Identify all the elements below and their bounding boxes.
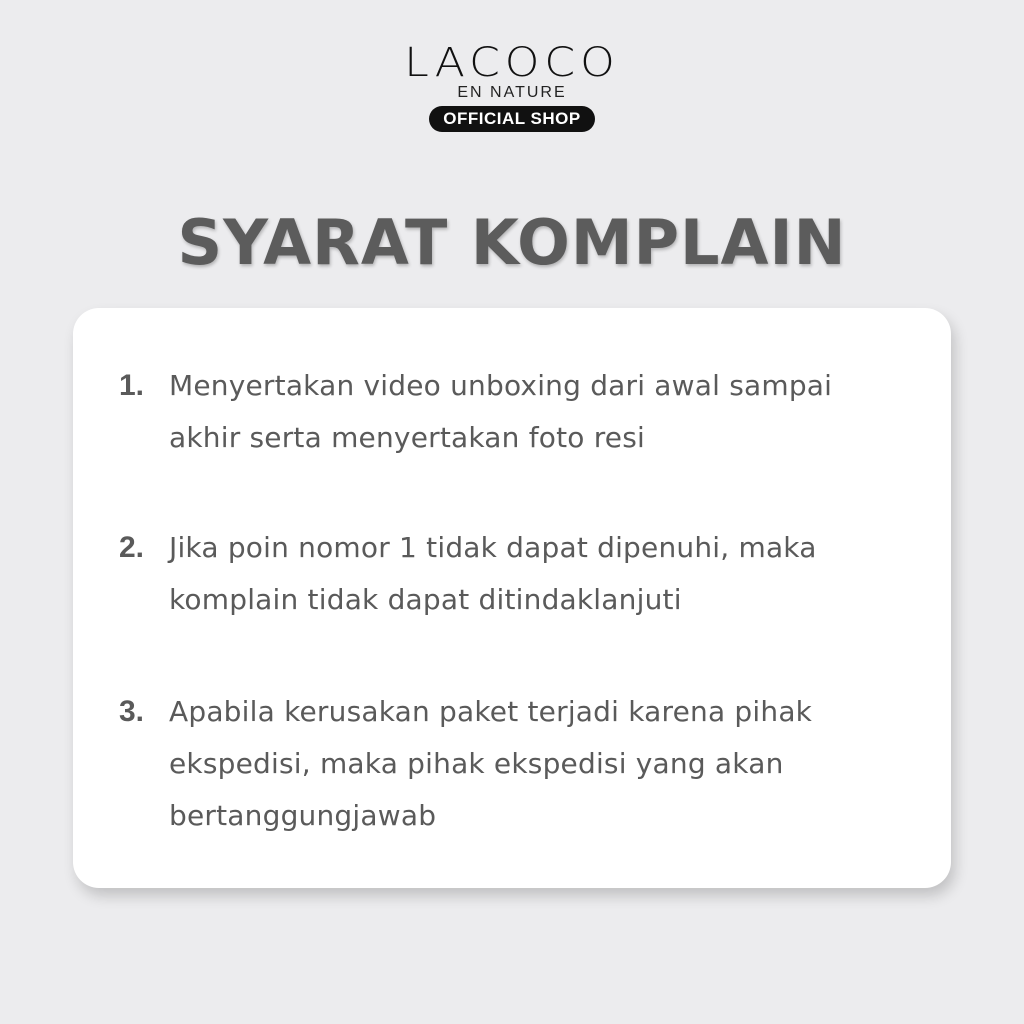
terms-card — [73, 308, 951, 888]
list-item — [119, 686, 911, 842]
brand-subtitle: EN NATURE — [457, 84, 567, 101]
item-number: 2. — [119, 531, 145, 564]
item-text: Jika poin nomor 1 tidak dapat dipenuhi, maka komplain tidak dapat ditindaklanjuti — [169, 531, 817, 616]
brand-logo — [0, 40, 1024, 132]
item-text: Apabila kerusakan paket terjadi karena pihak ekspedisi, maka pihak ekspedisi yang akan bertanggungjawab — [169, 695, 813, 832]
page-title: SYARAT KOMPLAIN — [177, 206, 847, 279]
item-text: Menyertakan video unboxing dari awal sampai akhir serta menyertakan foto resi — [169, 369, 833, 454]
list-item — [119, 522, 911, 626]
item-number: 3. — [119, 695, 145, 728]
item-number: 1. — [119, 369, 145, 402]
list-item — [119, 360, 911, 464]
brand-name: LACOCO — [404, 39, 620, 86]
official-shop-badge: OFFICIAL SHOP — [429, 106, 594, 132]
